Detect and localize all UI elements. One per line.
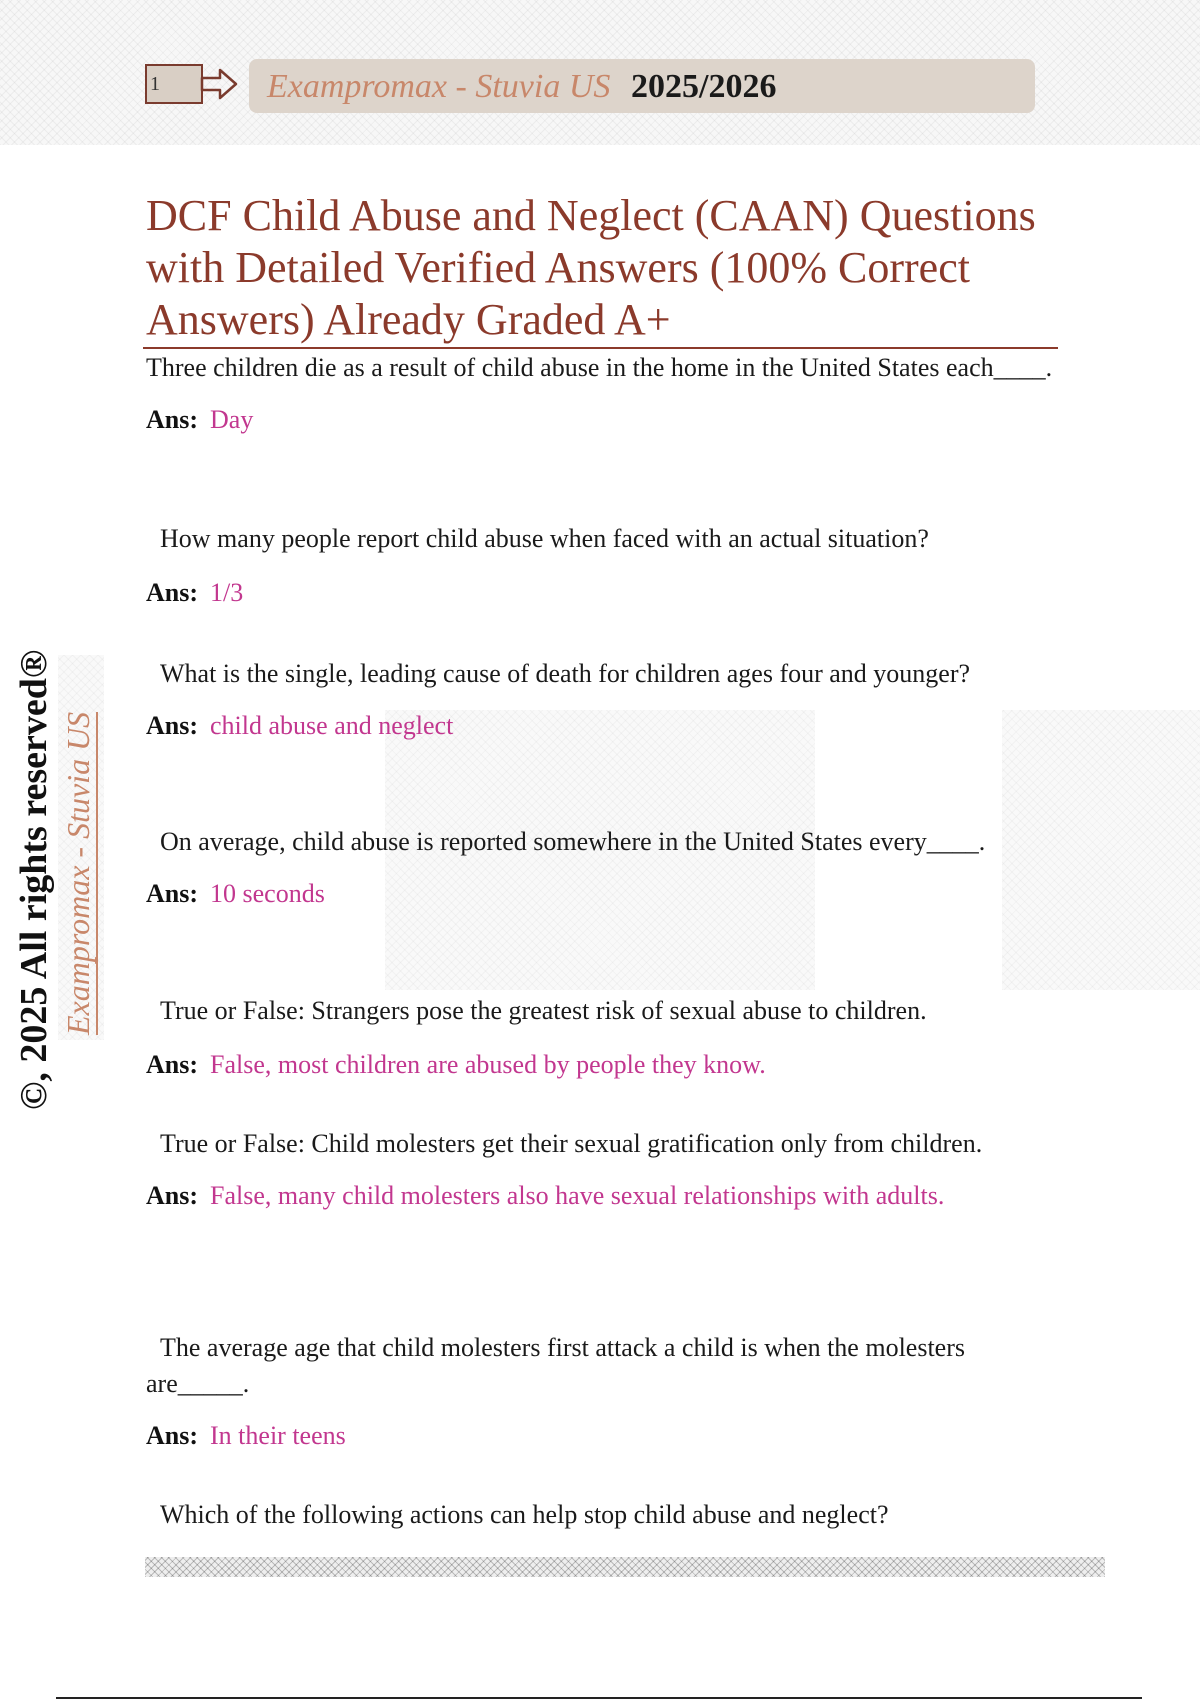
question-text: The average age that child molesters first attack a child is when the molesters are_____. xyxy=(146,1333,965,1398)
answer-line xyxy=(146,575,1066,610)
question-text: True or False: Strangers pose the greatest risk of sexual abuse to children. xyxy=(160,996,927,1025)
answer-label: Ans: xyxy=(146,711,199,740)
question-text: What is the single, leading cause of death for children ages four and younger? xyxy=(160,659,971,688)
question-text: Three children die as a result of child abuse in the home in the United States each____. xyxy=(146,353,1053,382)
qa-item xyxy=(146,1126,1066,1213)
answer-line xyxy=(146,708,1066,743)
title-underline xyxy=(143,347,1058,349)
answer-label: Ans: xyxy=(146,1421,199,1450)
answer-label: Ans: xyxy=(146,405,199,434)
answer-label: Ans: xyxy=(146,879,199,908)
question-text: How many people report child abuse when faced with an actual situation? xyxy=(160,524,929,553)
qa-item xyxy=(146,1330,1066,1453)
answer-label: Ans: xyxy=(146,1181,199,1210)
answer-text: 10 seconds xyxy=(210,879,325,908)
qa-item xyxy=(146,1497,1066,1533)
qa-item xyxy=(146,824,1066,911)
answer-line xyxy=(146,876,1066,911)
answer-text: 1/3 xyxy=(210,578,244,607)
answer-text: False, most children are abused by people they know. xyxy=(210,1050,766,1079)
answer-text: False, many child molesters also have sexual relationships with adults. xyxy=(210,1181,945,1210)
answer-text: Day xyxy=(210,405,254,434)
answer-text: child abuse and neglect xyxy=(210,711,454,740)
header-year: 2025/2026 xyxy=(631,68,777,105)
qa-item xyxy=(146,350,1066,437)
qa-item xyxy=(146,656,1066,743)
answer-line xyxy=(146,1047,1066,1082)
brand-watermark: Exampromax - Stuvia US xyxy=(60,711,96,1035)
qa-item xyxy=(146,993,1066,1082)
answer-label: Ans: xyxy=(146,578,199,607)
footer-rule xyxy=(56,1697,1142,1699)
header-brand: Exampromax - Stuvia US xyxy=(267,68,611,105)
qa-item xyxy=(146,521,1066,610)
answer-label: Ans: xyxy=(146,1050,199,1079)
header-bar xyxy=(249,59,1035,113)
arrow-right-icon xyxy=(200,64,240,104)
answer-line xyxy=(146,402,1066,437)
answer-text: In their teens xyxy=(210,1421,346,1450)
redacted-pattern xyxy=(145,1557,1105,1577)
question-text: True or False: Child molesters get their sexual gratification only from children. xyxy=(160,1129,983,1158)
answer-line xyxy=(146,1178,1066,1213)
page-number: 1 xyxy=(145,64,203,104)
document-title: DCF Child Abuse and Neglect (CAAN) Questions with Detailed Verified Answers (100% Correct Answers) Already Graded A+ xyxy=(146,191,1036,344)
copyright-watermark: ©, 2025 All rights reserved® xyxy=(13,649,55,1110)
question-text: Which of the following actions can help stop child abuse and neglect? xyxy=(160,1500,889,1529)
answer-line xyxy=(146,1418,1066,1453)
question-text: On average, child abuse is reported somewhere in the United States every____. xyxy=(160,827,986,856)
